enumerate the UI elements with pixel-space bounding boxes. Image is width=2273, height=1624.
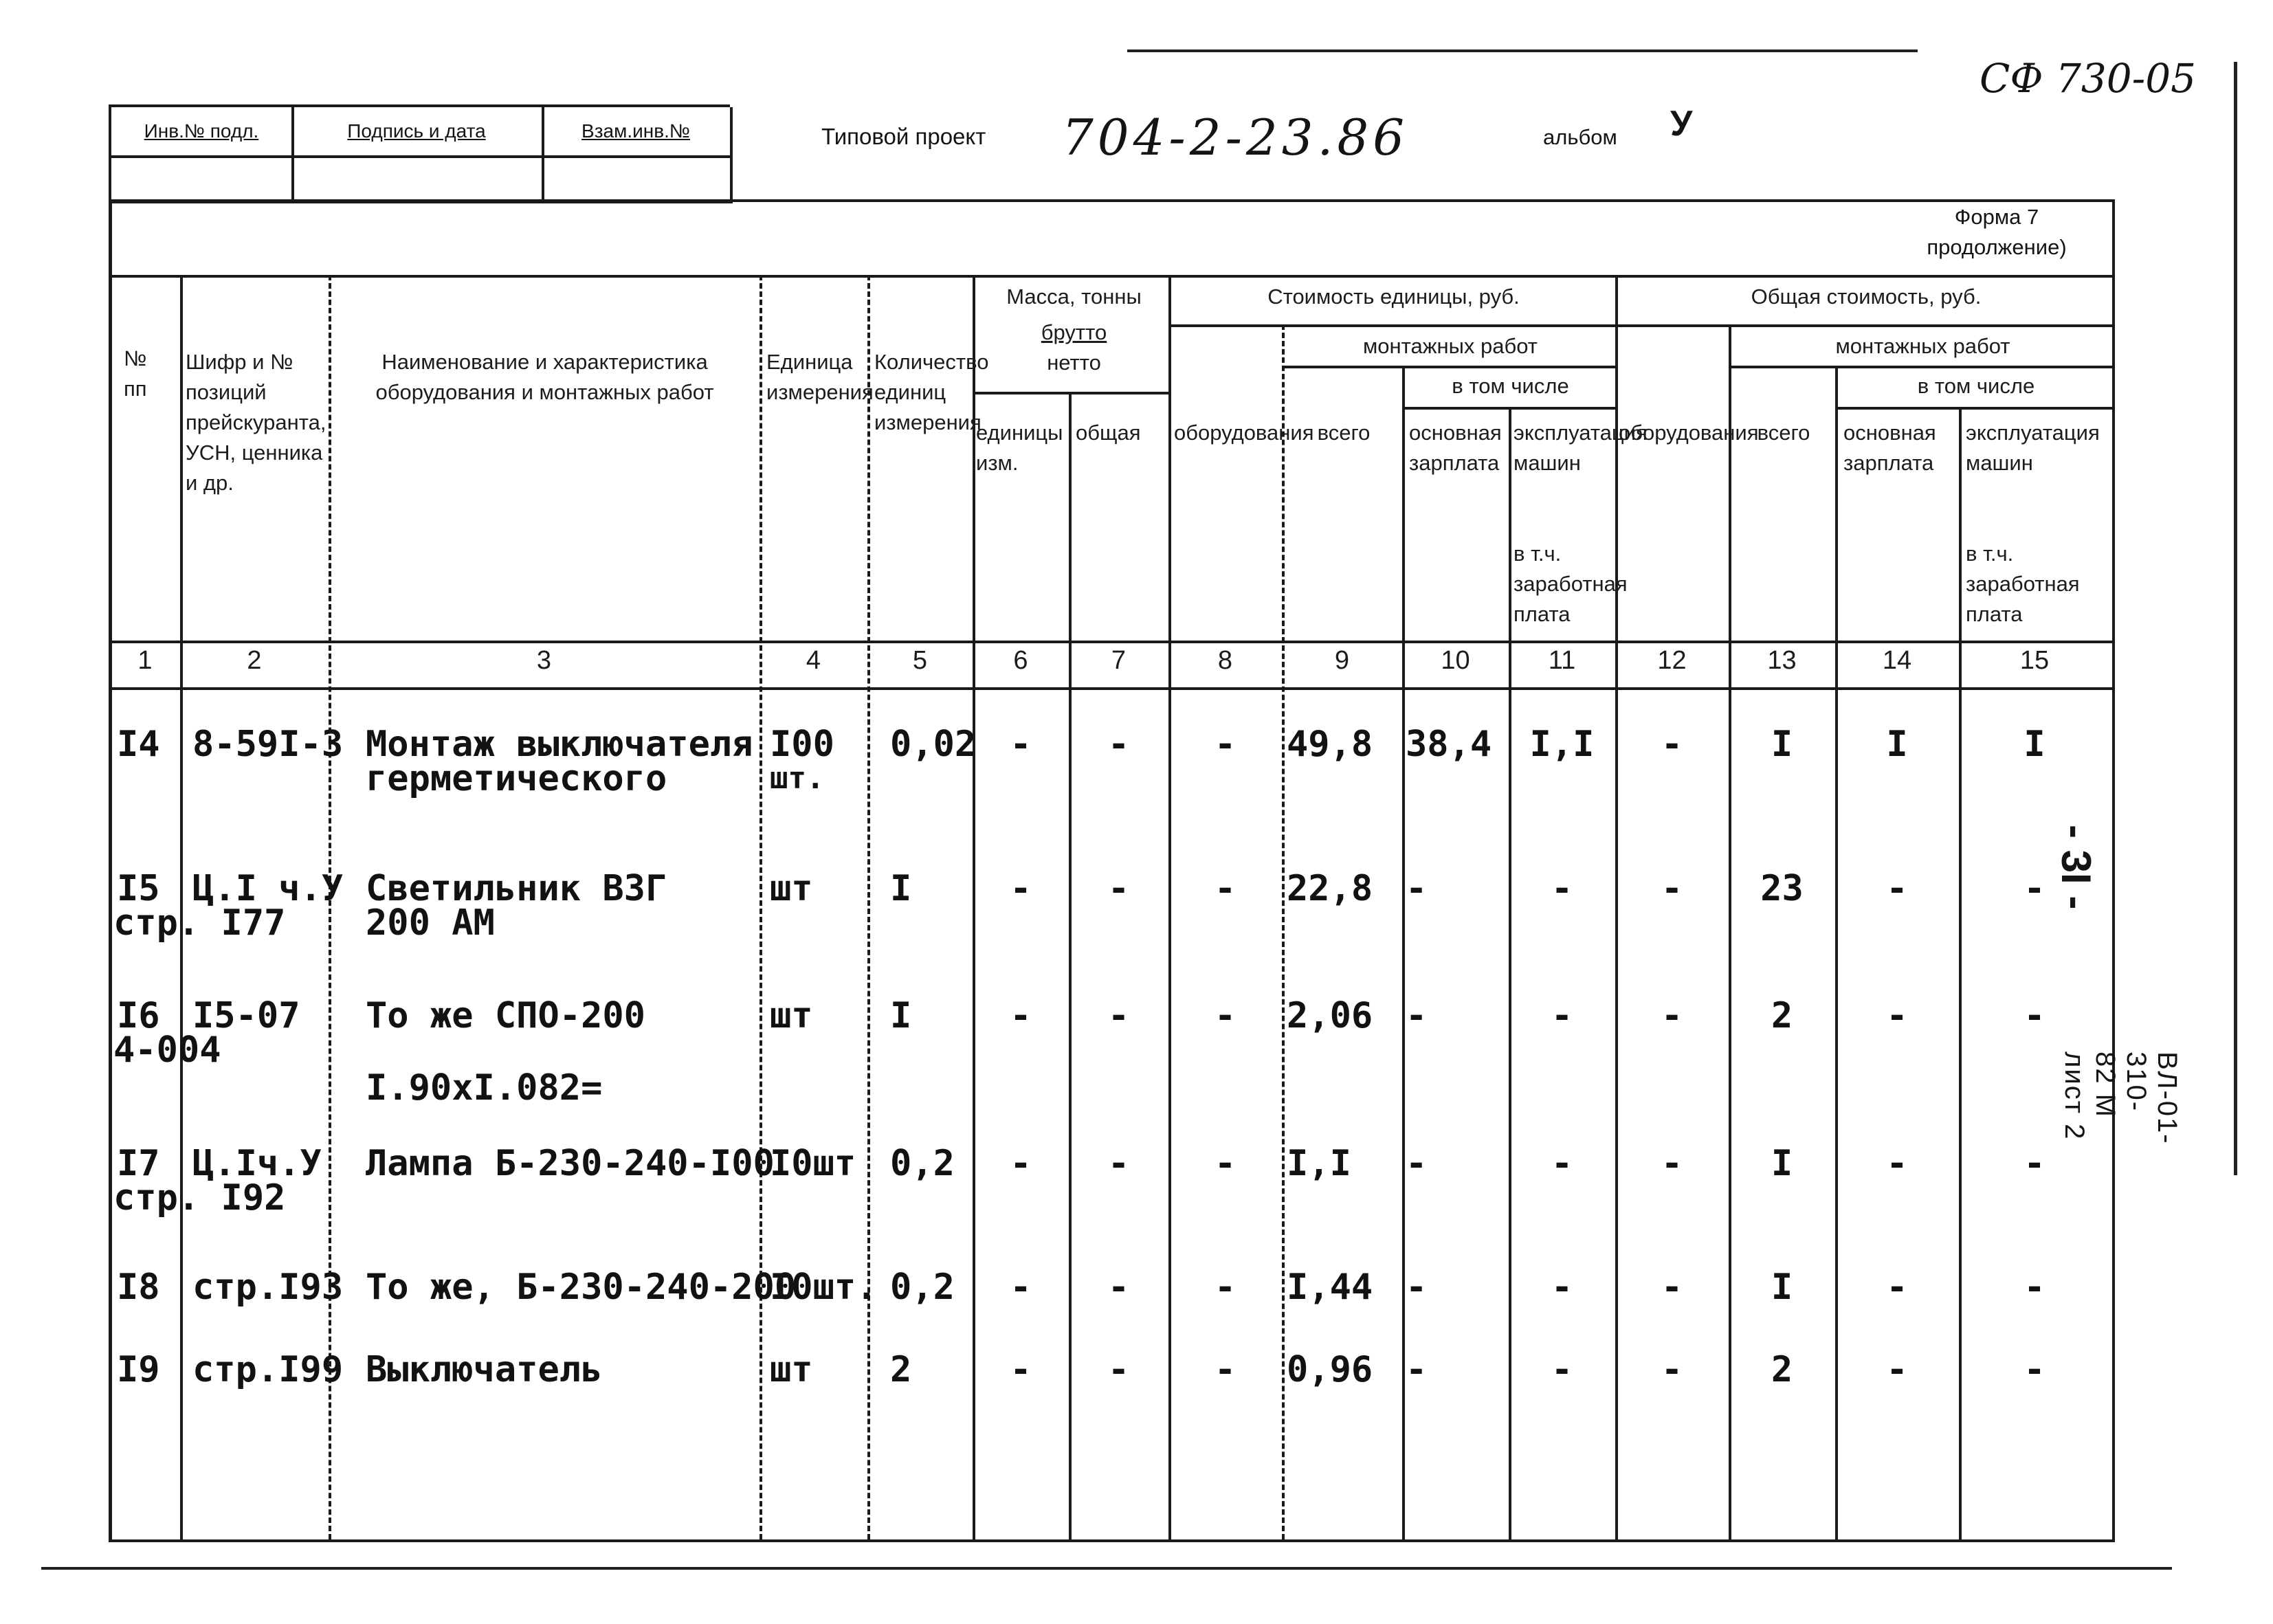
unit-machines: - [1551, 868, 1573, 909]
unit-equipment-cost: - [1214, 1143, 1237, 1184]
stamp-signature-date: Подпись и дата [291, 107, 544, 155]
total-mount: I [1771, 1143, 1793, 1184]
quantity: 2 [890, 1349, 912, 1390]
col-num-3: 3 [536, 646, 552, 675]
column-numbers-line [109, 641, 2114, 643]
row-number: I9 [117, 1349, 160, 1390]
total-mass: - [1107, 1267, 1130, 1308]
header-top-line [109, 275, 2114, 278]
price-code-line2: 4-004 [113, 1030, 221, 1071]
item-name: Монтаж выключателя [366, 724, 753, 765]
total-machines: - [2023, 1267, 2045, 1308]
header-total-mass: общая [1076, 421, 1141, 445]
col-num-15: 15 [2019, 646, 2050, 675]
col-num-12: 12 [1657, 646, 1687, 675]
total-mount: 2 [1771, 1349, 1793, 1390]
item-name-line2: I.90xI.082= [366, 1067, 603, 1109]
total-base-pay: - [1886, 1349, 1908, 1390]
col-num-10: 10 [1441, 646, 1470, 675]
total-mass: - [1107, 868, 1130, 909]
total-mount: 23 [1760, 868, 1804, 909]
quantity: 0,02 [890, 724, 977, 765]
col-num-5: 5 [912, 646, 928, 675]
unit-base-pay: - [1406, 995, 1428, 1036]
unit-base-pay: - [1406, 1349, 1428, 1390]
price-code: Ц.Iч.У [192, 1143, 322, 1184]
unit-machines: - [1551, 995, 1573, 1036]
header-mount-unit: монтажных работ [1362, 334, 1538, 358]
unit-base-pay: - [1406, 868, 1428, 909]
item-name: Выключатель [366, 1349, 603, 1390]
header-base-pay-unit: основная зарплата [1409, 421, 1502, 475]
total-mount: I [1771, 1267, 1793, 1308]
col-num-11: 11 [1548, 646, 1576, 675]
unit-machines: - [1551, 1267, 1573, 1308]
total-base-pay: - [1886, 1267, 1908, 1308]
total-machines: I [2023, 724, 2045, 765]
total-equipment-cost: - [1661, 1267, 1683, 1308]
corner-code: СФ 730-05 [1980, 55, 2197, 102]
row-number: I5 [117, 868, 160, 909]
unit-mass: - [1010, 1267, 1032, 1308]
header-machines-unit: эксплуатация машин [1514, 421, 1648, 475]
unit: шт [770, 868, 813, 909]
total-mass: - [1107, 1349, 1130, 1390]
total-equipment-cost: - [1661, 1349, 1683, 1390]
header-all-unit: всего [1317, 421, 1371, 445]
total-machines: - [2023, 868, 2045, 909]
unit-mass: - [1010, 995, 1032, 1036]
right-margin-rule [2234, 62, 2237, 1175]
header-unit-cost: Стоимость единицы, руб. [1267, 285, 1520, 309]
header-mass: Масса, тонны [1006, 285, 1142, 309]
header-total-cost: Общая стоимость, руб. [1751, 285, 1982, 309]
total-equipment-cost: - [1661, 868, 1683, 909]
header-equipment-total: оборудования [1619, 421, 1759, 445]
unit-equipment-cost: - [1214, 724, 1237, 765]
col-num-2: 2 [247, 646, 262, 675]
header-name: Наименование и характеристика оборудования и монтажных работ [375, 350, 714, 404]
row-number: I6 [117, 995, 160, 1036]
total-mount: I [1771, 724, 1793, 765]
header-unit-mass: единицы изм. [976, 421, 1063, 475]
header-unit: Единица измерения [766, 350, 874, 404]
unit-machines: - [1551, 1349, 1573, 1390]
unit-mount-total: 49,8 [1287, 724, 1373, 765]
header-machines-total: эксплуатация машин [1966, 421, 2100, 475]
total-equipment-cost: - [1661, 724, 1683, 765]
unit-mass: - [1010, 1349, 1032, 1390]
col-num-9: 9 [1334, 646, 1350, 675]
item-name-line2: 200 АМ [366, 902, 495, 944]
total-base-pay: I [1886, 724, 1908, 765]
unit: шт [770, 1349, 813, 1390]
header-incl-unit: в том числе [1452, 374, 1569, 398]
stamp-replacement-inv: Взам.инв.№ [542, 107, 733, 155]
unit-mount-total: 2,06 [1287, 995, 1373, 1036]
quantity: I [890, 868, 912, 909]
bottom-rule [41, 1567, 2172, 1570]
row-number: I7 [117, 1143, 160, 1184]
unit-mount-total: 0,96 [1287, 1349, 1373, 1390]
price-code: I5-07 [192, 995, 300, 1036]
header-machines-incl-total: в т.ч. заработная плата [1966, 542, 2080, 626]
total-base-pay: - [1886, 868, 1908, 909]
price-code: Ц.I ч.У [192, 868, 344, 909]
unit-base-pay: - [1406, 1143, 1428, 1184]
body-top-line [109, 687, 2114, 690]
total-machines: - [2023, 1349, 2045, 1390]
unit-machines: - [1551, 1143, 1573, 1184]
unit: I0шт. [770, 1267, 878, 1308]
item-name: То же, Б-230-240-200 [366, 1267, 797, 1308]
header-machines-incl-unit: в т.ч. заработная плата [1514, 542, 1628, 626]
unit: I00 [770, 724, 834, 765]
quantity: 0,2 [890, 1267, 955, 1308]
album-label: альбом [1543, 125, 1617, 149]
price-code-line2: стр. I77 [113, 902, 286, 944]
unit-base-pay: - [1406, 1267, 1428, 1308]
unit-mass: - [1010, 724, 1032, 765]
header-mass-brutto: брутто [1041, 320, 1107, 344]
col-num-14: 14 [1882, 646, 1912, 675]
col-num-8: 8 [1217, 646, 1233, 675]
total-base-pay: - [1886, 1143, 1908, 1184]
item-name-line2: герметического [366, 758, 667, 799]
sheet-code: ВЛ-01-310-82 М лист 2 [2059, 1052, 2182, 1145]
unit-mount-total: 22,8 [1287, 868, 1373, 909]
unit-mount-total: I,I [1287, 1143, 1351, 1184]
header-mass-netto: нетто [1047, 351, 1101, 375]
unit: I0шт [770, 1143, 856, 1184]
price-code: стр.I93 [192, 1267, 344, 1308]
unit-machines: I,I [1529, 724, 1595, 765]
price-code-line2: стр. I92 [113, 1177, 286, 1219]
header-base-pay-total: основная зарплата [1843, 421, 1936, 475]
col-num-13: 13 [1767, 646, 1797, 675]
col-num-1: 1 [137, 646, 153, 675]
row-number: I4 [117, 724, 160, 765]
unit-mass: - [1010, 1143, 1032, 1184]
unit-equipment-cost: - [1214, 995, 1237, 1036]
header-quantity: Количество единиц измерения [874, 350, 989, 434]
project-label: Типовой проект [821, 124, 986, 149]
unit-mount-total: I,44 [1287, 1267, 1373, 1308]
total-equipment-cost: - [1661, 995, 1683, 1036]
total-base-pay: - [1886, 995, 1908, 1036]
quantity: 0,2 [890, 1143, 955, 1184]
col-num-7: 7 [1111, 646, 1127, 675]
total-equipment-cost: - [1661, 1143, 1683, 1184]
unit-base-pay: 38,4 [1406, 724, 1492, 765]
total-mass: - [1107, 995, 1130, 1036]
album-number: У [1670, 104, 1693, 144]
unit: шт [770, 995, 813, 1036]
header-all-total: всего [1757, 421, 1810, 445]
price-code: стр.I99 [192, 1349, 344, 1390]
page-number: - 3I - [2053, 825, 2099, 910]
price-code: 8-59I-3 [192, 724, 344, 765]
header-equipment-unit: оборудования [1174, 421, 1314, 445]
header-incl-total: в том числе [1917, 374, 2035, 398]
unit-equipment-cost: - [1214, 868, 1237, 909]
form-caption [1887, 202, 2107, 263]
row-number: I8 [117, 1267, 160, 1308]
signature-stamp [109, 104, 730, 203]
item-name: Лампа Б-230-240-I00 [366, 1143, 775, 1184]
total-machines: - [2023, 995, 2045, 1036]
item-name: Светильник ВЗГ [366, 868, 667, 909]
header-mount-total: монтажных работ [1835, 334, 2010, 358]
total-mass: - [1107, 724, 1130, 765]
unit-mass: - [1010, 868, 1032, 909]
total-mass: - [1107, 1143, 1130, 1184]
form-continued: продолжение) [1927, 235, 2067, 259]
quantity: I [890, 995, 912, 1036]
top-rule [1127, 49, 1918, 52]
col-num-6: 6 [1013, 646, 1028, 675]
total-machines: - [2023, 1143, 2045, 1184]
item-name: То же СПО-200 [366, 995, 645, 1036]
unit-equipment-cost: - [1214, 1267, 1237, 1308]
header-number: № пп [124, 346, 147, 401]
header-code: Шифр и № позиций прейскуранта, УСН, ценника и др. [186, 350, 326, 495]
project-number: 704-2-23.86 [1062, 109, 1409, 166]
col-num-4: 4 [806, 646, 821, 675]
form-number: Форма 7 [1954, 205, 2039, 229]
stamp-inv-number: Инв.№ подл. [111, 107, 294, 155]
total-mount: 2 [1771, 995, 1793, 1036]
unit-line2: шт. [770, 761, 825, 796]
unit-equipment-cost: - [1214, 1349, 1237, 1390]
